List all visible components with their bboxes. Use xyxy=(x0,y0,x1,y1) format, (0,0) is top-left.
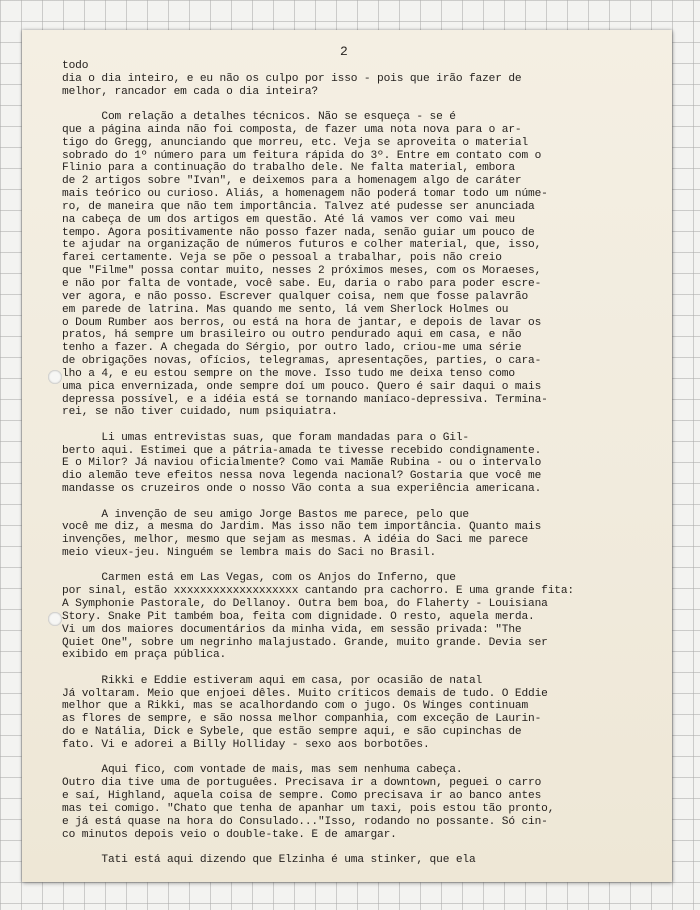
text-line: de obrigações novas, ofícios, telegramas, apresentações, parties, o cara- xyxy=(62,355,542,368)
text-line: Com relação a detalhes técnicos. Não se esqueça - se é xyxy=(62,111,456,124)
text-line: fato. Vi e adorei a Billy Holliday - sexo aos borbotões. xyxy=(62,739,430,751)
letter-paragraph xyxy=(62,572,664,662)
text-line: ro, de maneira que não tem importância. Talvez até pudesse ser anunciada xyxy=(62,200,535,213)
text-line: na cabeça de um dos artigos em questão. Até lá vamos ver como vai meu xyxy=(62,213,515,226)
text-line: as flores de sempre, e são nossa melhor companhia, com exceção de Laurin- xyxy=(62,713,542,726)
text-line: ver agora, e não posso. Escrever qualquer coisa, nem que fosse palavrão xyxy=(62,290,529,303)
letter-body xyxy=(62,60,664,879)
text-line: A Symphonie Pastorale, do Dellanoy. Outra bem boa, do Flaherty - Louisiana xyxy=(62,598,548,611)
text-line: em parede de latrina. Mas quando me sento, lá vem Sherlock Holmes ou xyxy=(62,303,509,316)
text-line: e já está quase na hora do Consulado..."Isso, rodando no possante. Só cin- xyxy=(62,815,548,828)
text-line: Já voltaram. Meio que enjoei dêles. Muito críticos demais de tudo. O Eddie xyxy=(62,687,548,700)
text-line: melhor, rancador em cada o dia inteira? xyxy=(62,85,318,98)
text-line: mandasse os cruzeiros onde o nosso Vão conta a sua experiência americana. xyxy=(62,483,542,496)
text-line: dia o dia inteiro, e eu não os culpo por isso - pois que irão fazer de xyxy=(62,72,522,85)
text-line: que "Filme" possa contar muito, nesses 2 próximos meses, com os Moraeses, xyxy=(62,265,542,278)
text-line: e não por falta de vontade, você sabe. Eu, daria o rabo para poder escre- xyxy=(62,278,542,290)
text-line: do e Natália, Dick e Sybele, que estão sempre aqui, e são cupinchas de xyxy=(62,726,522,739)
text-line: mas tei comigo. "Chato que tenha de apanhar um taxi, pois estou tão pronto, xyxy=(62,802,555,815)
text-line: berto aqui. Estimei que a pátria-amada te tivesse recebido condignamente. xyxy=(62,444,542,457)
letter-paragraph xyxy=(62,111,664,419)
text-line: E o Milor? Já naviou oficialmente? Como vai Mamãe Rubina - ou o intervalo xyxy=(62,457,542,470)
text-line: o Doum Rumber aos berros, ou está na hora de jantar, e depois de lavar os xyxy=(62,316,542,329)
text-line: você me diz, a mesma do Jardim. Mas isso não tem importância. Quanto mais xyxy=(62,521,542,534)
text-line: de 2 artigos sobre "Ivan", e deixemos para a homenagem algo de caráter xyxy=(62,175,522,188)
text-line: mais teórico ou curioso. Aliás, a homenagem não poderá tomar todo um núme- xyxy=(62,188,548,201)
typewritten-letter-page xyxy=(22,30,672,882)
text-line: Flinio para a continuação do trabalho dele. Ne falta material, embora xyxy=(62,162,515,175)
text-line: Tati está aqui dizendo que Elzinha é uma stinker, que ela xyxy=(62,853,476,866)
text-line: lho a 4, e eu estou sempre on the move. Isso tudo me deixa tenso como xyxy=(62,367,515,380)
text-line: uma pica envernizada, onde sempre doí um pouco. Quero é sair daqui o mais xyxy=(62,380,542,393)
text-line: que a página ainda não foi composta, de fazer uma nota nova para o ar- xyxy=(62,123,522,136)
text-line: invenções, melhor, mesmo que sejam as mesmas. A idéia do Saci me parece xyxy=(62,534,529,547)
text-line: Aqui fico, com vontade de mais, mas sem nenhuma cabeça. xyxy=(62,764,463,777)
letter-paragraph xyxy=(62,675,664,752)
text-line: Quiet One", sobre um negrinho malajustado. Grande, muito grande. Devia ser xyxy=(62,636,548,649)
text-line: Li umas entrevistas suas, que foram mandadas para o Gil- xyxy=(62,431,469,444)
text-line: melhor que a Rikki, mas se acalhordando com o jugo. Os Winges continuam xyxy=(62,700,529,713)
page-number: 2 xyxy=(340,44,348,59)
text-line: tempo. Agora positivamente não posso fazer nada, senão guiar um pouco de xyxy=(62,226,535,239)
text-line: pratos, há sempre um brasileiro ou outro pendurado aqui em casa, e não xyxy=(62,329,522,342)
letter-paragraph xyxy=(62,432,664,496)
punch-hole xyxy=(48,370,62,384)
letter-paragraph xyxy=(62,764,664,841)
text-line: sobrado do 1º número para um feitura rápida do 3º. Entre em contato com o xyxy=(62,149,542,162)
text-line: Carmen está em Las Vegas, com os Anjos do Inferno, que xyxy=(62,572,456,585)
text-line: tenho a fazer. A chegada do Sérgio, por outro lado, criou-me uma série xyxy=(62,342,522,355)
letter-paragraph xyxy=(62,854,664,867)
text-line: exibido em praça pública. xyxy=(62,649,227,662)
text-line: Vi um dos maiores documentários da minha vida, em sessão privada: "The xyxy=(62,623,522,636)
text-line: A invenção de seu amigo Jorge Bastos me parece, pelo que xyxy=(62,508,469,521)
text-line: dio alemão teve efeitos nessa nova legenda nacional? Gostaria que você me xyxy=(62,470,542,483)
text-line: rei, se não tiver cuidado, num psiquiatra. xyxy=(62,406,338,419)
letter-paragraph xyxy=(62,509,664,560)
text-line: Rikki e Eddie estiveram aqui em casa, por ocasião de natal xyxy=(62,674,483,687)
text-line: e saí, Highland, aquela coisa de sempre. Como precisava ir ao banco antes xyxy=(62,790,542,803)
text-line: Story. Snake Pit também boa, feita com dignidade. O resto, aquela merda. xyxy=(62,610,535,623)
text-line: por sinal, estão xxxxxxxxxxxxxxxxxxx cantando pra cachorro. E uma grande fita: xyxy=(62,585,574,598)
letter-paragraph xyxy=(62,60,664,99)
text-line: co minutos depois veio o double-take. É de amargar. xyxy=(62,828,397,841)
text-line: farei certamente. Veja se põe o pessoal a trabalhar, pois não creio xyxy=(62,252,502,265)
text-line: depressa possível, e a idéia está se tornando maníaco-depressiva. Termina- xyxy=(62,393,548,406)
text-line: meio vieux-jeu. Ninguém se lembra mais do Saci no Brasil. xyxy=(62,547,437,560)
text-line: tigo do Gregg, anunciando que morreu, etc. Veja se aproveita o material xyxy=(62,136,529,149)
punch-hole xyxy=(48,612,62,626)
text-line: todo xyxy=(62,60,89,72)
text-line: Outro dia tive uma de portuguêes. Precisava ir a downtown, peguei o carro xyxy=(62,777,542,790)
text-line: te ajudar na organização de números futuros e colher material, que, isso, xyxy=(62,239,542,252)
